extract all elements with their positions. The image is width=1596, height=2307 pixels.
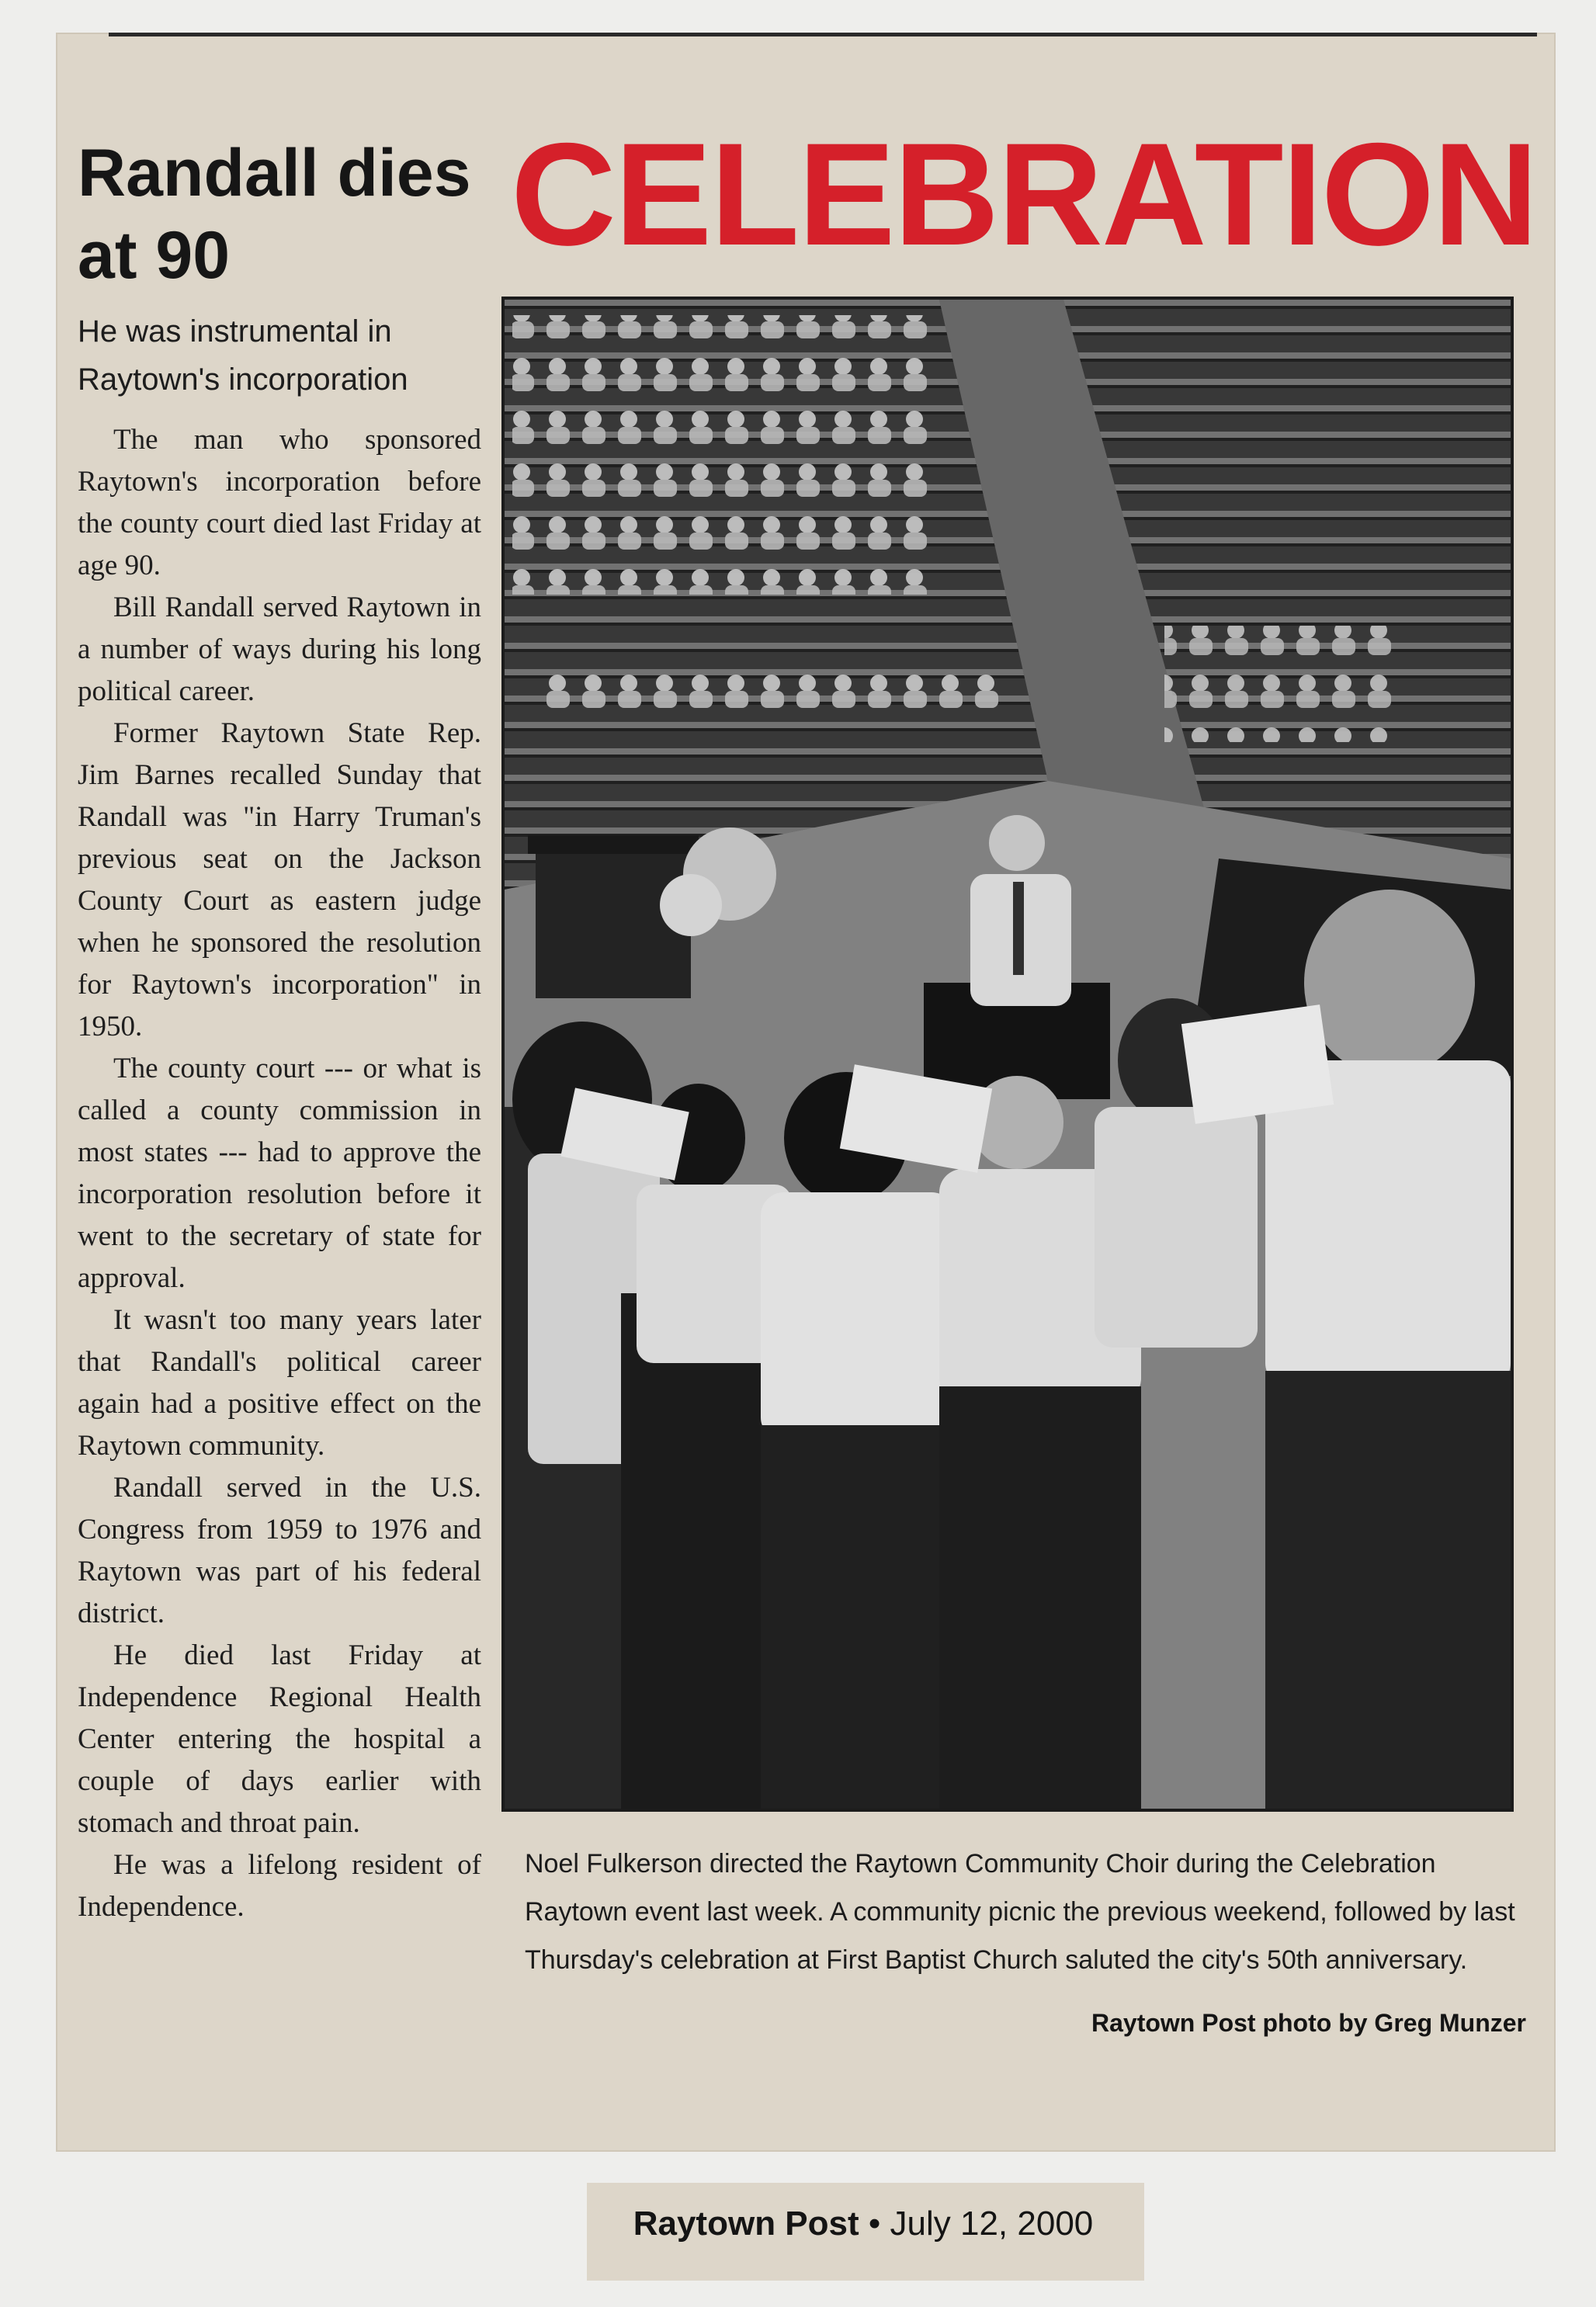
article-column (78, 132, 481, 1928)
photo-caption: Noel Fulkerson directed the Raytown Community Choir during the Celebration Raytown event last week. A community picnic the previous weekend, followed by last Thursday's celebration at First Baptist Church saluted the city's 50th anniversary. (525, 1849, 1515, 1975)
top-rule (109, 33, 1537, 36)
article-paragraph: He was a lifelong resident of Independence. (78, 1849, 481, 1923)
dateline-separator: • (868, 2205, 881, 2243)
choir-photo-illustration (505, 300, 1511, 1809)
article-body (78, 419, 481, 1928)
feature-title: CELEBRATION (511, 113, 1537, 276)
article-paragraph: He died last Friday at Independence Regional Health Center entering the hospital a couple of days earlier with stomach and throat pain. (78, 1639, 481, 1839)
photo-credit: Raytown Post photo by Greg Munzer (1091, 2009, 1526, 2037)
article-paragraph: Randall served in the U.S. Congress from 1959 to 1976 and Raytown was part of his federal district. (78, 1472, 481, 1629)
article-paragraph: It wasn't too many years later that Randall's political career again had a positive effect on the Raytown community. (78, 1304, 481, 1462)
publication-date: July 12, 2000 (890, 2205, 1094, 2243)
article-headline: Randall dies at 90 (78, 136, 471, 293)
choir-photo (501, 297, 1514, 1812)
publication-name: Raytown Post (633, 2205, 859, 2243)
article-paragraph: Bill Randall served Raytown in a number of ways during his long political career. (78, 591, 481, 707)
article-subhead: He was instrumental in Raytown's incorporation (78, 314, 408, 397)
article-paragraph: Former Raytown State Rep. Jim Barnes recalled Sunday that Randall was "in Harry Truman's previous seat on the Jackson County Court as eastern judge when he sponsored the resolution for Raytown's incorporation" in 1950. (78, 717, 481, 1042)
article-paragraph: The man who sponsored Raytown's incorporation before the county court died last Friday at age 90. (78, 424, 481, 581)
article-paragraph: The county court --- or what is called a county commission in most states --- had to approve the incorporation resolution before it went to the secretary of state for approval. (78, 1053, 481, 1294)
source-dateline (592, 2205, 1135, 2243)
